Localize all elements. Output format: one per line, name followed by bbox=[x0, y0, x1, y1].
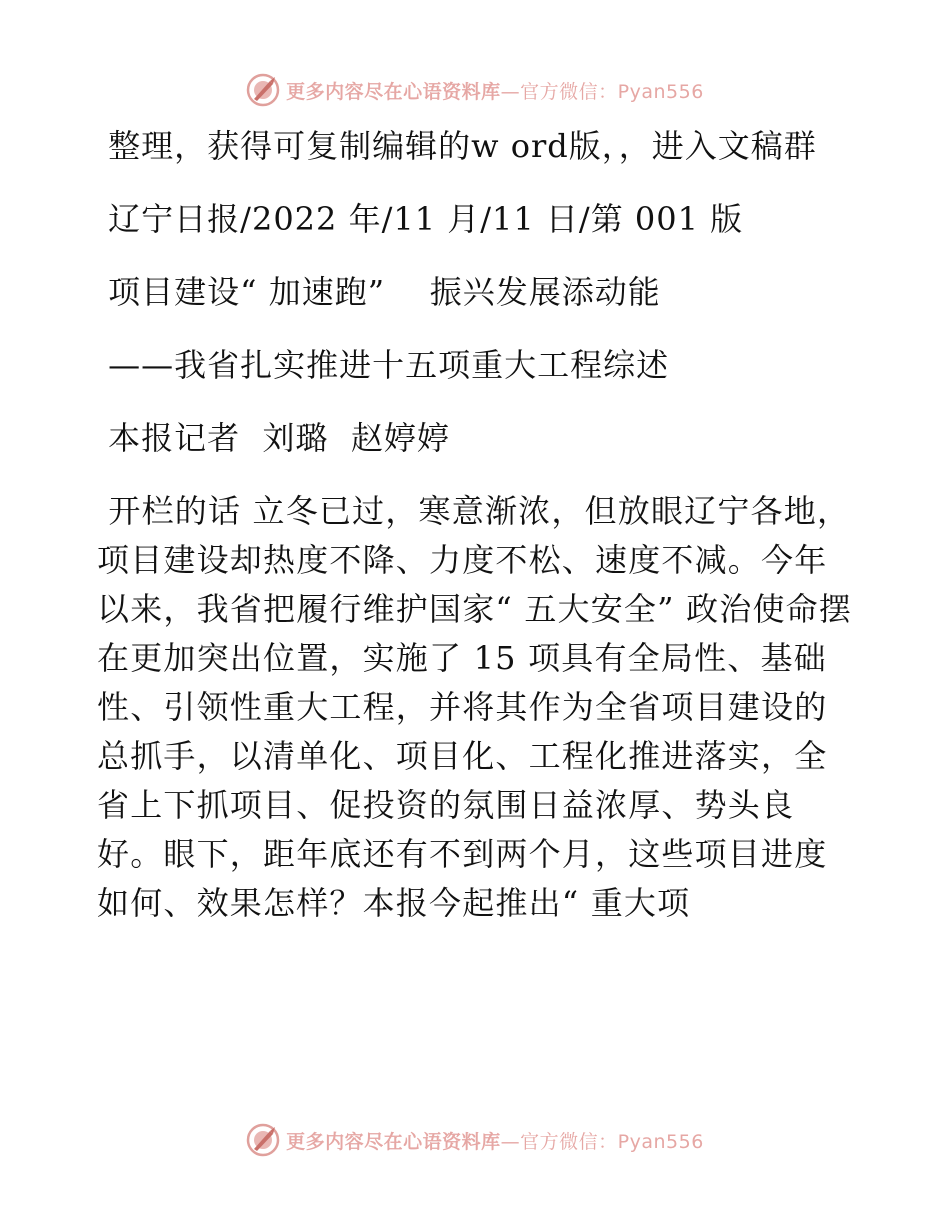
note-line: 整理，获得可复制编辑的w ord版，，进入文稿群 bbox=[97, 127, 817, 165]
headline: 项目建设“ 加速跑” 振兴发展添动能 bbox=[97, 273, 661, 311]
header-watermark bbox=[0, 70, 950, 110]
watermark-contact: —官方微信：Pyan556 bbox=[500, 80, 704, 103]
quill-logo-icon bbox=[246, 1123, 280, 1157]
watermark-text bbox=[286, 1127, 704, 1154]
quill-logo-icon bbox=[246, 73, 280, 107]
subheadline: ——我省扎实推进十五项重大工程综述 bbox=[97, 346, 670, 384]
watermark-contact: —官方微信：Pyan556 bbox=[500, 1130, 704, 1153]
document-body bbox=[97, 122, 857, 928]
watermark-brand: 更多内容尽在心语资料库 bbox=[286, 1130, 501, 1153]
byline: 本报记者 刘璐 赵婷婷 bbox=[97, 419, 450, 457]
footer-watermark bbox=[0, 1120, 950, 1160]
watermark-text bbox=[286, 77, 704, 104]
source-line: 辽宁日报/2022 年/11 月/11 日/第 001 版 bbox=[97, 200, 744, 238]
watermark-brand: 更多内容尽在心语资料库 bbox=[286, 80, 501, 103]
body-paragraph: 开栏的话 立冬已过，寒意渐浓，但放眼辽宁各地，项目建设却热度不降、力度不松、速度不减。今年以来，我省把履行维护国家“ 五大安全” 政治使命摆在更加突出位置，实施了 15 项具有全局性、基础性、引领性重大工程，并将其作为全省项目建设的总抓手，以清单化、项目化、工程化推进落实，全省上下抓项目、促投资的氛围日益浓厚、势头良好。眼下，距年底还有不到两个月，这些项目进度如何、效果怎样？本报今起推出“ 重大项 bbox=[97, 492, 853, 922]
